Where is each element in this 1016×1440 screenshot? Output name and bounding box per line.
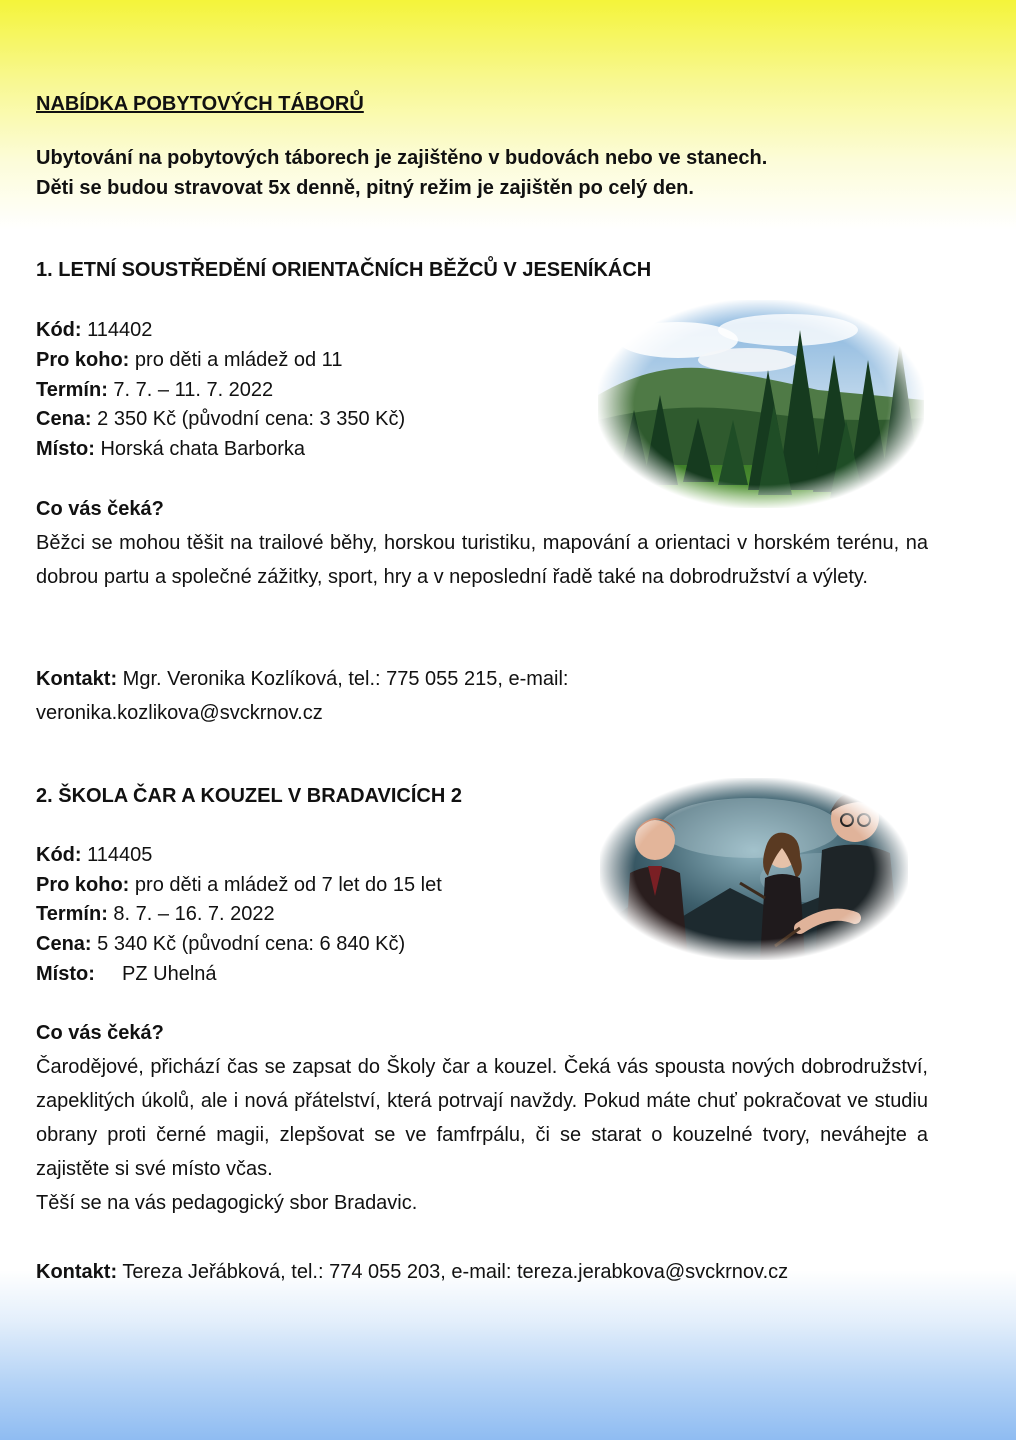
camp2-contact-label: Kontakt: xyxy=(36,1261,118,1283)
camp2-for-label: Pro koho: xyxy=(36,874,130,896)
camp1-code-value: 114402 xyxy=(87,319,153,341)
camp2-term-value: 8. 7. – 16. 7. 2022 xyxy=(113,903,275,925)
camp1-heading: 1. LETNÍ SOUSTŘEDĚNÍ ORIENTAČNÍCH BĚŽCŮ V JESENÍKÁCH xyxy=(36,259,652,281)
camp1-place-value: Horská chata Barborka xyxy=(100,438,305,460)
camp1-term-value: 7. 7. – 11. 7. 2022 xyxy=(113,379,274,401)
camp2-term xyxy=(36,899,275,929)
camp2-place-label: Místo: xyxy=(36,963,95,985)
camp1-price xyxy=(36,404,405,434)
camp1-description: Běžci se mohou těšit na trailové běhy, horskou turistiku, mapování a orientaci v horském terénu, na dobrou partu a společné zážitky, sport, hry a v neposlední řadě také na dobrodružství a výlety. xyxy=(36,532,928,588)
page-title: NABÍDKA POBYTOVÝCH TÁBORŮ xyxy=(36,93,364,115)
intro-line-1: Ubytování na pobytových táborech je zajištěno v budovách nebo ve stanech. xyxy=(36,147,768,169)
intro-line-2: Děti se budou stravovat 5x denně, pitný režim je zajištěn po celý den. xyxy=(36,177,694,199)
camp1-price-label: Cena: xyxy=(36,408,92,430)
camp1-forest-photo xyxy=(598,300,924,508)
camp1-price-value: 2 350 Kč (původní cena: 3 350 Kč) xyxy=(97,408,406,430)
camp1-for-label: Pro koho: xyxy=(36,349,130,371)
camp1-for-value: pro děti a mládež od 11 xyxy=(134,349,343,371)
camp2-place xyxy=(36,959,217,989)
camp2-wizard-photo xyxy=(600,778,908,960)
camp2-price xyxy=(36,929,405,959)
camp1-contact-label: Kontakt: xyxy=(36,668,118,690)
camp1-code xyxy=(36,315,152,345)
camp1-place-label: Místo: xyxy=(36,438,95,460)
camp2-price-value: 5 340 Kč (původní cena: 6 840 Kč) xyxy=(97,933,406,955)
camp1-term xyxy=(36,375,273,405)
camp1-code-label: Kód: xyxy=(36,319,82,341)
camp1-for xyxy=(36,345,342,375)
camp2-what-heading: Co vás čeká? xyxy=(36,1022,164,1044)
camp2-for xyxy=(36,870,442,900)
camp1-contact-email[interactable]: veronika.kozlikova@svckrnov.cz xyxy=(36,702,323,724)
camp2-description-closing: Těší se na vás pedagogický sbor Bradavic. xyxy=(36,1192,418,1214)
camp2-heading: 2. ŠKOLA ČAR A KOUZEL V BRADAVICÍCH 2 xyxy=(36,785,462,807)
camp2-price-label: Cena: xyxy=(36,933,92,955)
camp2-term-label: Termín: xyxy=(36,903,108,925)
camp2-description: Čarodějové, přichází čas se zapsat do Školy čar a kouzel. Čeká vás spousta nových dobrodružství, zapeklitých úkolů, ale i nová přátelství, která potrvají navždy. Pokud máte chuť pokračovat ve studiu obrany proti černé magii, zlepšovat se ve famfrpálu, či se starat o kouzelné tvory, neváhejte a zajistěte si své místo včas. xyxy=(36,1056,928,1180)
camp2-code xyxy=(36,840,152,870)
camp1-contact-value: Mgr. Veronika Kozlíková, tel.: 775 055 215, e-mail: xyxy=(122,668,569,690)
camp2-code-label: Kód: xyxy=(36,844,82,866)
camp2-code-value: 114405 xyxy=(87,844,153,866)
camp1-place xyxy=(36,434,305,464)
camp1-term-label: Termín: xyxy=(36,379,108,401)
forest-illustration xyxy=(598,300,924,508)
wizard-illustration xyxy=(600,778,908,960)
camp2-contact-value: Tereza Jeřábková, tel.: 774 055 203, e-mail: tereza.jerabkova@svckrnov.cz xyxy=(122,1261,789,1283)
camp1-contact xyxy=(36,664,568,694)
camp2-for-value: pro děti a mládež od 7 let do 15 let xyxy=(134,874,442,896)
camp2-place-value: PZ Uhelná xyxy=(122,963,217,985)
camp2-contact xyxy=(36,1257,788,1287)
camp1-what-heading: Co vás čeká? xyxy=(36,498,164,520)
